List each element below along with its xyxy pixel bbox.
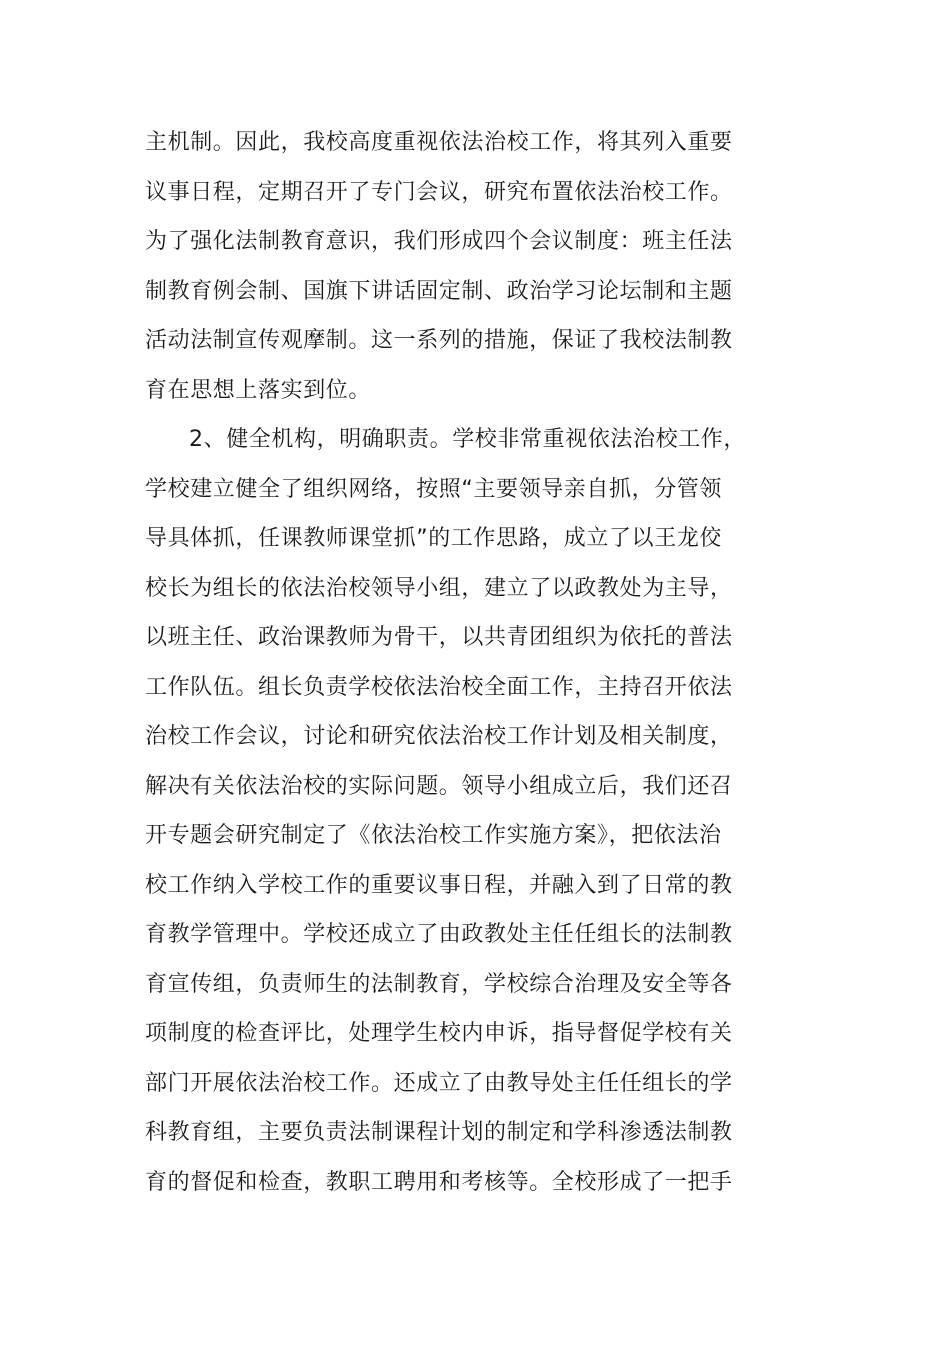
text-line: 解决有关依法治校的实际问题。领导小组成立后，我们还召 <box>145 773 733 799</box>
text-line: 育教学管理中。学校还成立了由政教处主任任组长的法制教 <box>145 922 733 947</box>
text-line: 项制度的检查评比，处理学生校内申诉，指导督促学校有关 <box>145 1021 733 1046</box>
text-line: 议事日程，定期召开了专门会议，研究布置依法治校工作。 <box>145 179 733 205</box>
text-line: 开专题会研究制定了《依法治校工作实施方案》，把依法治 <box>145 823 722 848</box>
text-line: 部门开展依法治校工作。还成立了由教导处主任任组长的学 <box>145 1070 733 1096</box>
text-line: 以班主任、政治课教师为骨干，以共青团组织为依托的普法 <box>145 625 733 650</box>
text-line: 工作队伍。组长负责学校依法治校全面工作，主持召开依法 <box>145 674 733 700</box>
text-line: 校长为组长的依法治校领导小组，建立了以政教处为主导， <box>145 575 733 601</box>
text-line: 校工作纳入学校工作的重要议事日程，并融入到了日常的教 <box>145 872 733 898</box>
text-line: 育在思想上落实到位。 <box>145 377 372 403</box>
text-line: 导具体抓，任课教师课堂抓”的工作思路，成立了以王龙佼 <box>145 526 722 551</box>
text-line: 治校工作会议，讨论和研究依法治校工作计划及相关制度， <box>145 724 733 749</box>
text-line: 育的督促和检查，教职工聘用和考核等。全校形成了一把手 <box>145 1169 733 1195</box>
paragraph-1 <box>145 118 755 415</box>
text-line: 活动法制宣传观摩制。这一系列的措施，保证了我校法制教 <box>145 328 733 353</box>
text-line: 学校建立健全了组织网络，按照“主要领导亲自抓，分管领 <box>145 476 722 502</box>
paragraph-2 <box>145 415 755 1207</box>
document-body <box>145 118 755 1207</box>
text-line: 为了强化法制教育意识，我们形成四个会议制度：班主任法 <box>145 229 733 254</box>
text-line: 科教育组，主要负责法制课程计划的制定和学科渗透法制教 <box>145 1120 733 1145</box>
text-line-first: 2、健全机构，明确职责。学校非常重视依法治校工作， <box>189 427 746 452</box>
text-line: 制教育例会制、国旗下讲话固定制、政治学习论坛制和主题 <box>145 278 733 304</box>
text-line: 主机制。因此，我校高度重视依法治校工作，将其列入重要 <box>145 130 733 155</box>
text-line: 育宣传组，负责师生的法制教育，学校综合治理及安全等各 <box>145 971 733 997</box>
